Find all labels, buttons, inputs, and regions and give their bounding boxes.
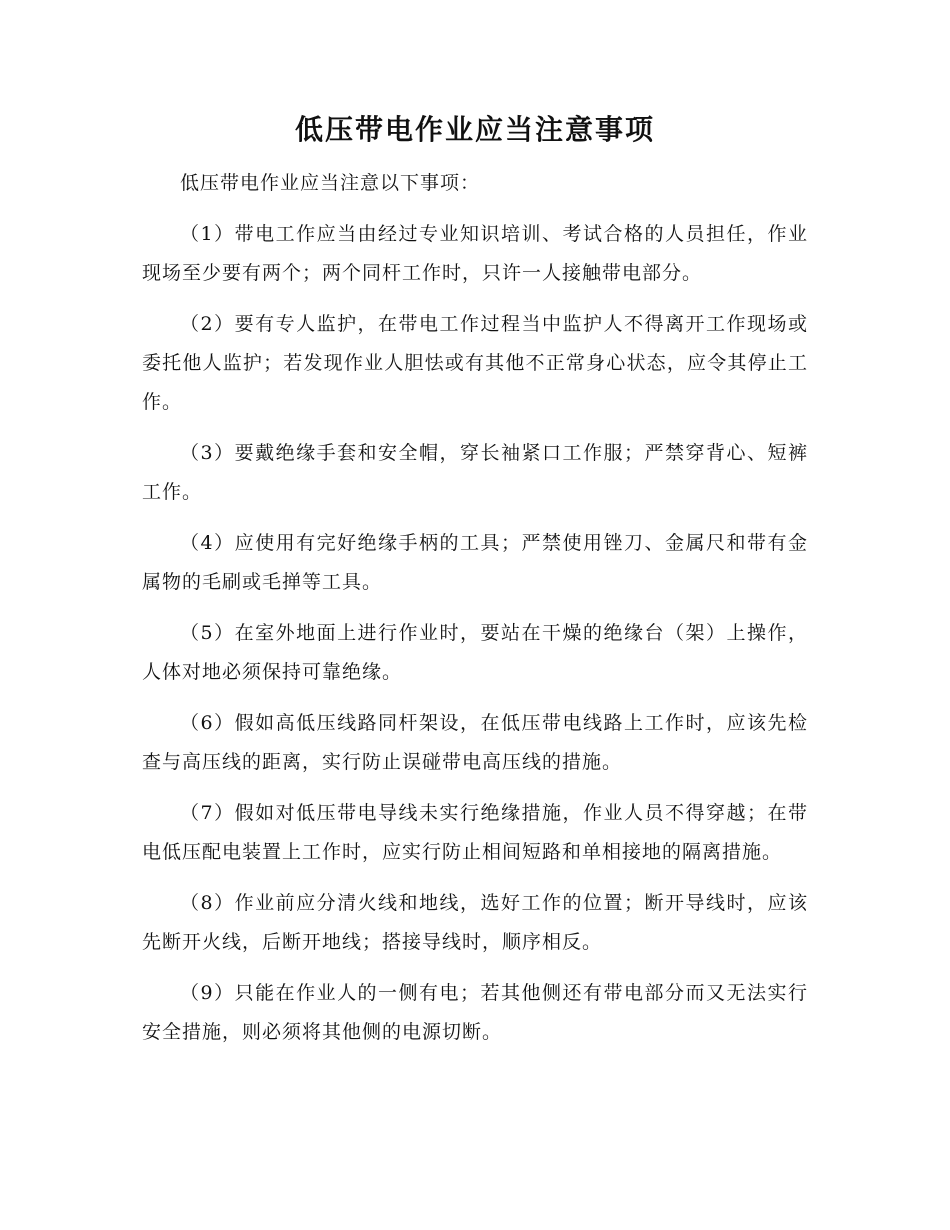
item-paragraph-8: （8）作业前应分清火线和地线，选好工作的位置；断开导线时，应该先断开火线，后断开地线；搭接导线时，顺序相反。 — [142, 892, 808, 953]
item-paragraph-7: （7）假如对低压带电导线未实行绝缘措施，作业人员不得穿越；在带电低压配电装置上工作时，应实行防止相间短路和单相接地的隔离措施。 — [142, 802, 808, 863]
item-paragraph-2: （2）要有专人监护，在带电工作过程当中监护人不得离开工作现场或委托他人监护；若发现作业人胆怯或有其他不正常身心状态，应令其停止工作。 — [142, 313, 808, 413]
item-paragraph-1: （1）带电工作应当由经过专业知识培训、考试合格的人员担任，作业现场至少要有两个；两个同杆工作时，只许一人接触带电部分。 — [142, 223, 808, 284]
item-paragraph-6: （6）假如高低压线路同杆架设，在低压带电线路上工作时，应该先检查与高压线的距离，实行防止误碰带电高压线的措施。 — [142, 712, 808, 773]
document-body — [142, 164, 808, 1064]
intro-paragraph: 低压带电作业应当注意以下事项： — [180, 172, 481, 194]
item-paragraph-9: （9）只能在作业人的一侧有电；若其他侧还有带电部分而又无法实行安全措施，则必须将其他侧的电源切断。 — [142, 982, 808, 1043]
item-paragraph-3: （3）要戴绝缘手套和安全帽，穿长袖紧口工作服；严禁穿背心、短裤工作。 — [142, 442, 808, 503]
item-paragraph-4: （4）应使用有完好绝缘手柄的工具；严禁使用锉刀、金属尺和带有金属物的毛刷或毛掸等工具。 — [142, 532, 808, 593]
item-paragraph-5: （5）在室外地面上进行作业时，要站在干燥的绝缘台（架）上操作，人体对地必须保持可靠绝缘。 — [142, 622, 808, 683]
document-title: 低压带电作业应当注意事项 — [294, 113, 655, 146]
